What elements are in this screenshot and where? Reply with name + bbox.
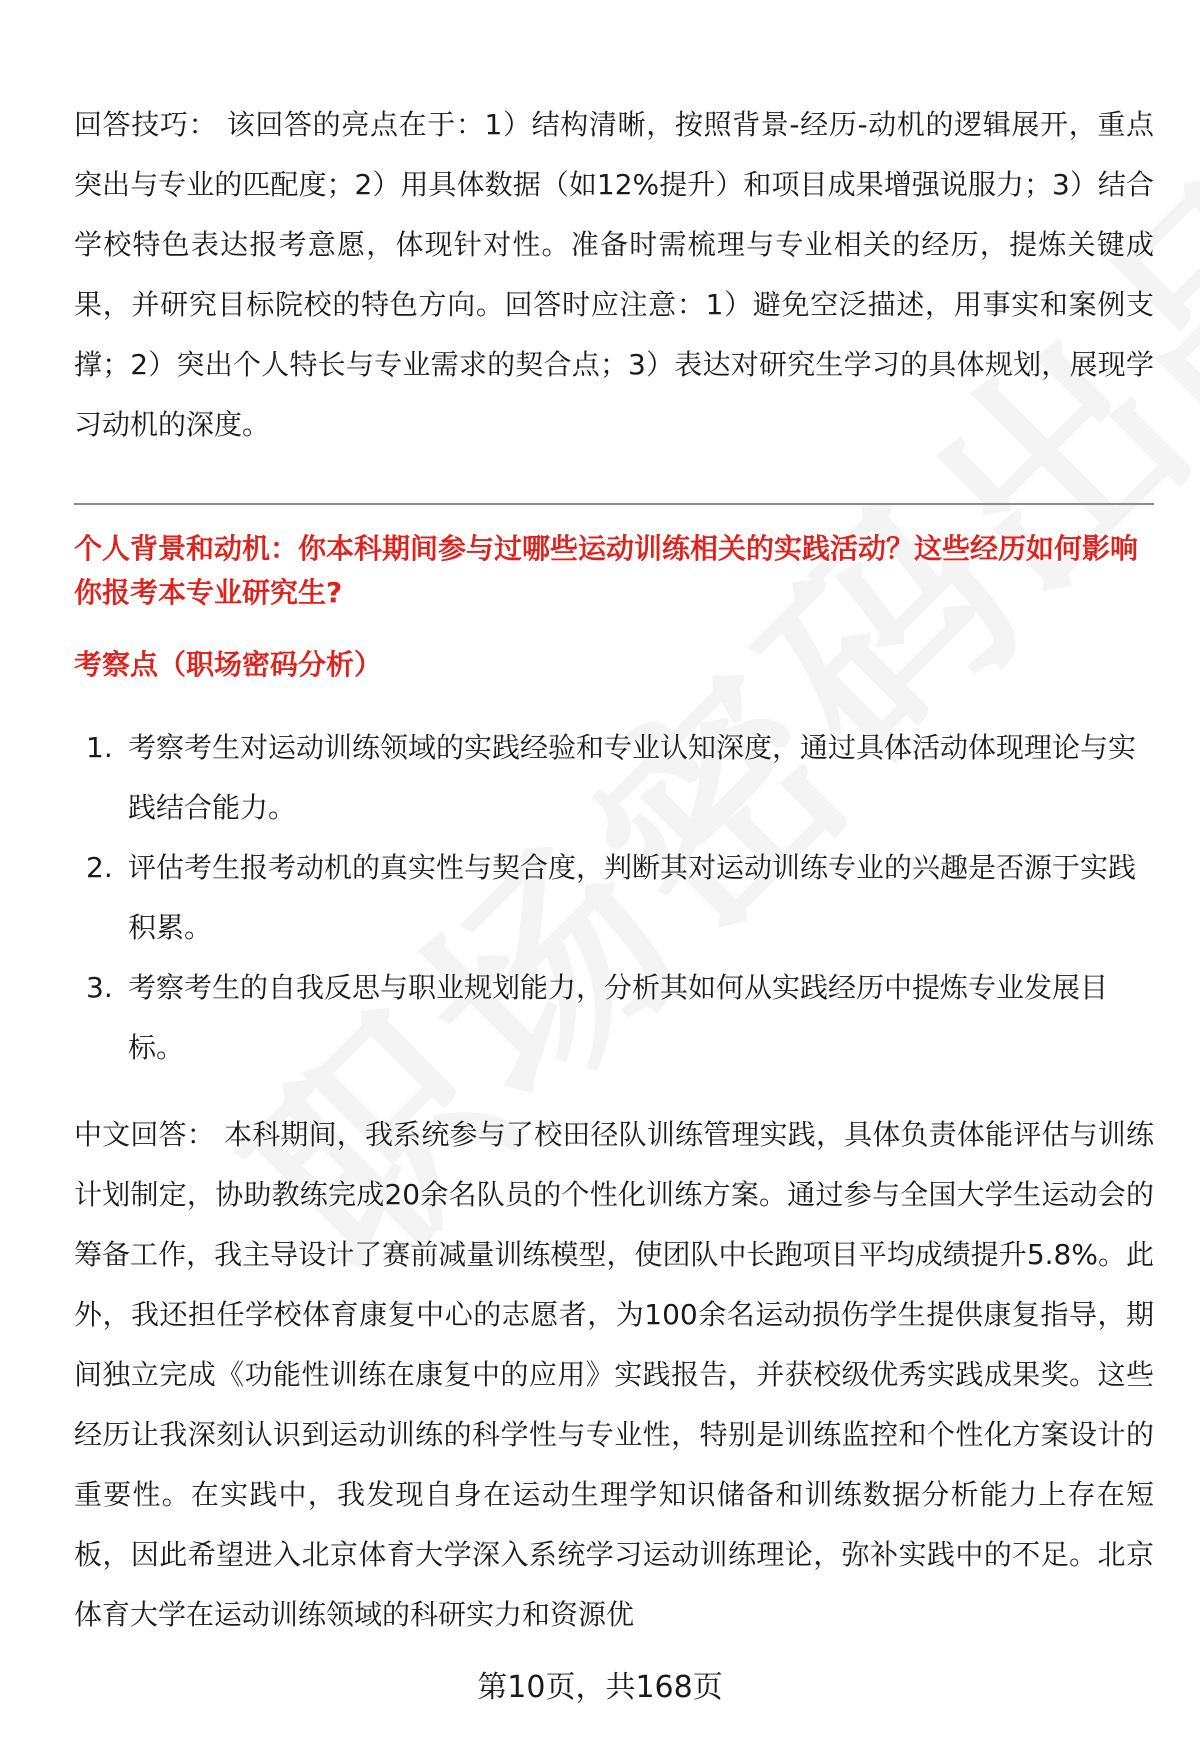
list-item-text: 评估考生报考动机的真实性与契合度，判断其对运动训练专业的兴趣是否源于实践积累。: [128, 851, 1137, 944]
list-number: 3.: [86, 971, 113, 1004]
list-item-text: 考察考生的自我反思与职业规划能力，分析其如何从实践经历中提炼专业发展目标。: [128, 971, 1109, 1064]
answer-tips-paragraph: 回答技巧： 该回答的亮点在于：1）结构清晰，按照背景-经历-动机的逻辑展开，重点突出与专业的匹配度；2）用具体数据（如12%提升）和项目成果增强说服力；3）结合学校特色表达报考意愿，体现针对性。准备时需梳理与专业相关的经历，提炼关键成果，并研究目标院校的特色方向。回答时应注意：1）避免空泛描述，用事实和案例支撑；2）突出个人特长与专业需求的契合点；3）表达对研究生学习的具体规划，展现学习动机的深度。: [74, 108, 1154, 441]
section-heading: 考察点（职场密码分析）: [74, 648, 383, 681]
section-divider: [74, 503, 1154, 505]
list-number: 1.: [86, 731, 113, 764]
list-item: [74, 838, 1154, 958]
list-item: [74, 958, 1154, 1078]
interview-question: 个人背景和动机：你本科期间参与过哪些运动训练相关的实践活动？这些经历如何影响你报考本专业研究生?: [74, 532, 1139, 609]
assessment-points-list: [74, 718, 1154, 1078]
chinese-answer-paragraph: 中文回答： 本科期间，我系统参与了校田径队训练管理实践，具体负责体能评估与训练计划制定，协助教练完成20余名队员的个性化训练方案。通过参与全国大学生运动会的筹备工作，我主导设计了赛前减量训练模型，使团队中长跑项目平均成绩提升5.8%。此外，我还担任学校体育康复中心的志愿者，为100余名运动损伤学生提供康复指导，期间独立完成《功能性训练在康复中的应用》实践报告，并获校级优秀实践成果奖。这些经历让我深刻认识到运动训练的科学性与专业性，特别是训练监控和个性化方案设计的重要性。在实践中，我发现自身在运动生理学知识储备和训练数据分析能力上存在短板，因此希望进入北京体育大学深入系统学习运动训练理论，弥补实践中的不足。北京体育大学在运动训练领域的科研实力和资源优: [74, 1118, 1154, 1631]
list-item-text: 考察考生对运动训练领域的实践经验和专业认知深度，通过具体活动体现理论与实践结合能力。: [128, 731, 1137, 824]
list-number: 2.: [86, 851, 113, 884]
list-item: [74, 718, 1154, 838]
page-number: 第10页，共168页: [477, 1670, 723, 1705]
